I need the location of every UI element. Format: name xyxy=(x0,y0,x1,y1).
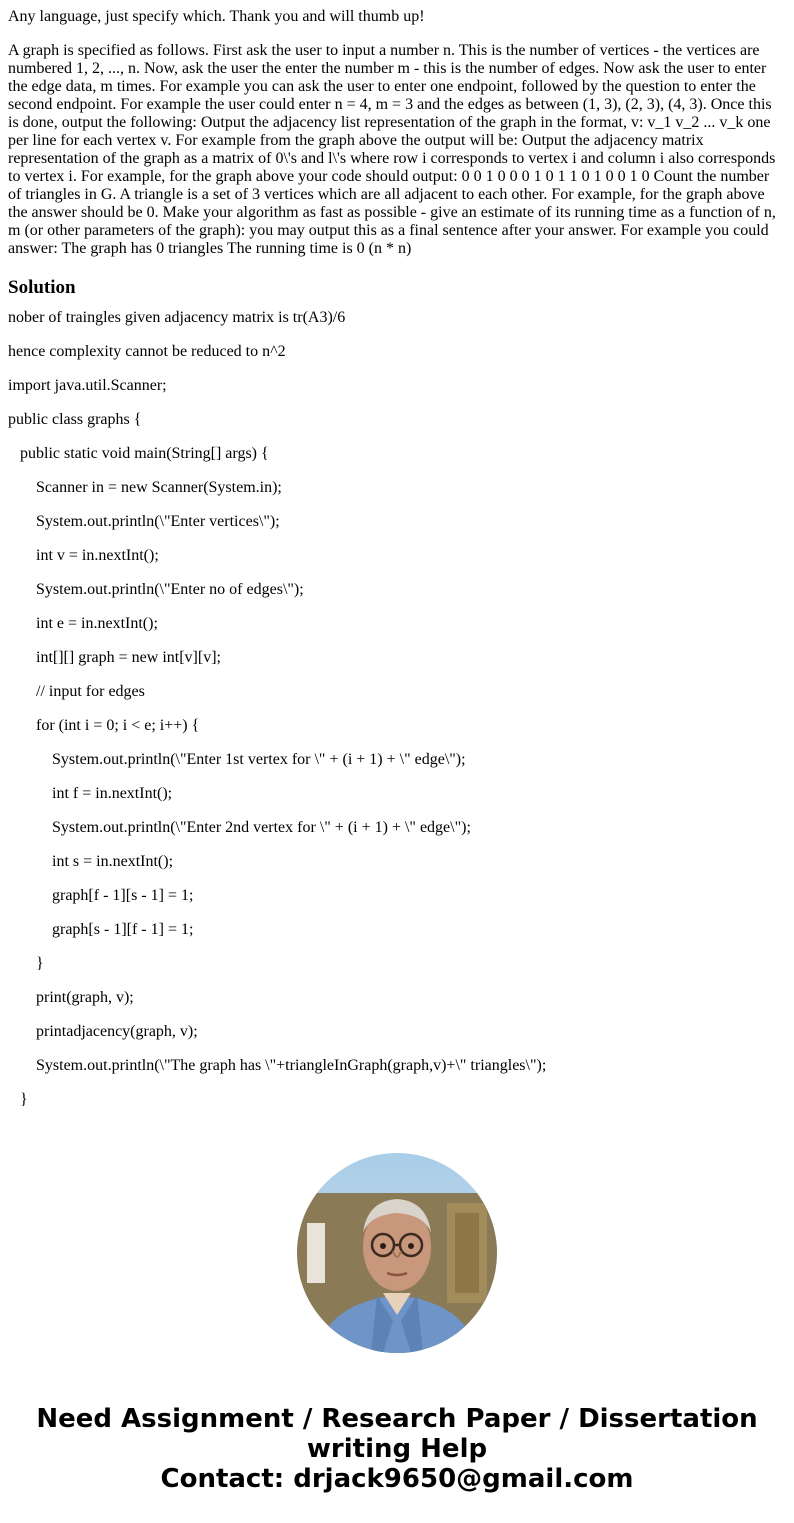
solution-line: System.out.println(\"The graph has \"+triangleInGraph(graph,v)+\" triangles\"); xyxy=(36,1057,547,1074)
solution-line: System.out.println(\"Enter no of edges\"); xyxy=(36,581,304,598)
solution-line: System.out.println(\"Enter vertices\"); xyxy=(36,513,280,530)
solution-line: nober of traingles given adjacency matrix is tr(A3)/6 xyxy=(8,309,346,326)
solution-line: System.out.println(\"Enter 2nd vertex for \" + (i + 1) + \" edge\"); xyxy=(52,819,471,836)
question-text: A graph is specified as follows. First ask the user to input a number n. This is the number of vertices - the vertices are numbered 1, 2, ..., n. Now, ask the user the enter the number m - this is the number of edges. Now ask the user to enter the edge data, m times. For example you can ask the user to enter one endpoint, followed by the question to enter the second endpoint. For example the user could enter n = 4, m = 3 and the edges as between (1, 3), (2, 3), (4, 3). Once this is done, output the following: Output the adjacency list representation of the graph in the format, v: v_1 v_2 ... v_k one per line for each vertex v. For example from the graph above the output will be: Output the adjacency matrix representation of the graph as a matrix of 0\'s and l\'s where row i corresponds to vertex i and column i also corresponds to vertex i. For example, for the graph above your code should output: 0 0 1 0 0 0 1 0 1 1 0 1 0 0 1 0 Count the number of triangles in G. A triangle is a set of 3 vertices which are all adjacent to each other. For example, for the graph above the answer should be 0. Make your algorithm as fast as possible - give an estimate of its running time as a function of n, m (or other parameters of the graph): you may output this as a final sentence after your answer. For example you could answer: The graph has 0 triangles The running time is 0 (n * n) xyxy=(8,42,776,257)
promo-banner xyxy=(0,1404,794,1494)
promo-line: Need Assignment / Research Paper / Dissertation xyxy=(36,1404,758,1434)
solution-line: hence complexity cannot be reduced to n^2 xyxy=(8,343,286,360)
solution-line: int[][] graph = new int[v][v]; xyxy=(36,649,221,666)
solution-line: public static void main(String[] args) { xyxy=(20,445,269,462)
document-body xyxy=(8,0,780,1109)
solution-line: public class graphs { xyxy=(8,411,142,428)
author-portrait xyxy=(297,1153,497,1353)
solution-line: graph[s - 1][f - 1] = 1; xyxy=(52,921,194,938)
solution-line: print(graph, v); xyxy=(36,989,134,1006)
solution-line: import java.util.Scanner; xyxy=(8,377,167,394)
solution-code xyxy=(8,309,780,1109)
solution-line: System.out.println(\"Enter 1st vertex for \" + (i + 1) + \" edge\"); xyxy=(52,751,466,768)
promo-line: writing Help xyxy=(306,1434,488,1464)
solution-line: } xyxy=(20,1091,28,1108)
solution-line: int f = in.nextInt(); xyxy=(52,785,173,802)
promo-contact: Contact: drjack9650@gmail.com xyxy=(160,1464,634,1494)
question-intro: Any language, just specify which. Thank you and will thumb up! xyxy=(8,8,425,25)
solution-line: for (int i = 0; i < e; i++) { xyxy=(36,717,200,734)
solution-line: int s = in.nextInt(); xyxy=(52,853,174,870)
solution-line: int v = in.nextInt(); xyxy=(36,547,159,564)
solution-line: Scanner in = new Scanner(System.in); xyxy=(36,479,282,496)
solution-line: graph[f - 1][s - 1] = 1; xyxy=(52,887,194,904)
solution-heading: Solution xyxy=(8,277,76,298)
solution-line: } xyxy=(36,955,44,972)
author-avatar xyxy=(297,1153,497,1353)
solution-line: int e = in.nextInt(); xyxy=(36,615,158,632)
solution-line: // input for edges xyxy=(36,683,145,700)
solution-line: printadjacency(graph, v); xyxy=(36,1023,198,1040)
